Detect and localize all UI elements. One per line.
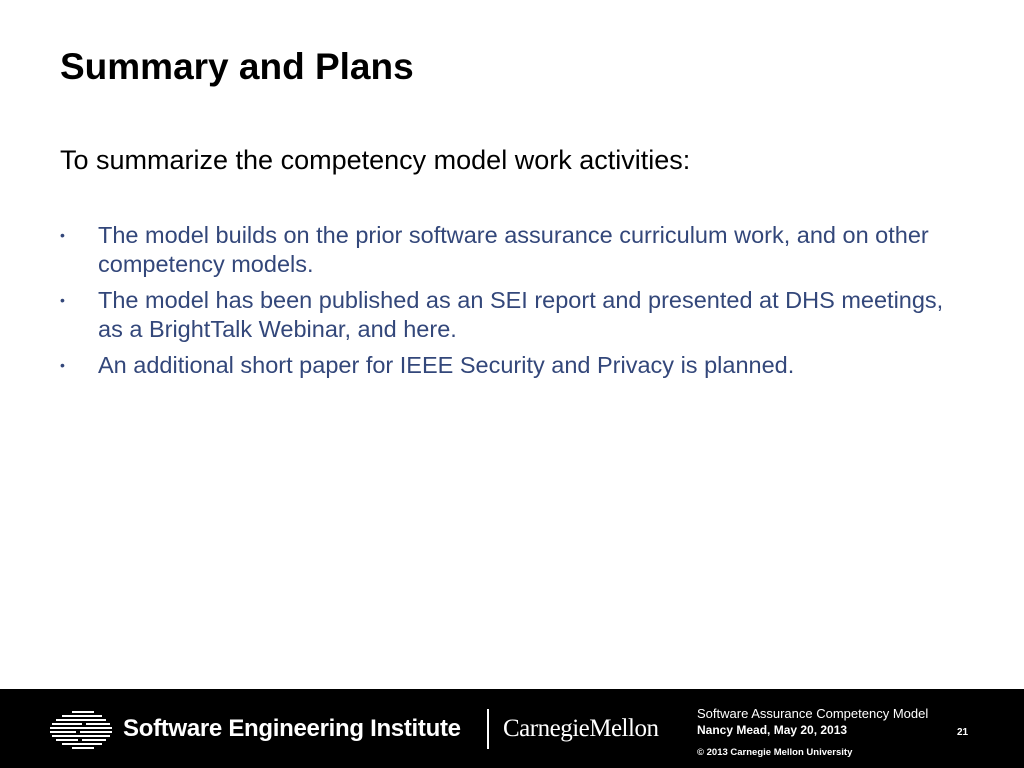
slide-intro: To summarize the competency model work activities: <box>60 145 691 175</box>
bullet-item <box>60 221 960 279</box>
bullet-icon: • <box>60 227 65 243</box>
author-date: Nancy Mead, May 20, 2013 <box>697 723 848 737</box>
bullet-icon: • <box>60 357 65 373</box>
sei-org-name: Software Engineering Institute <box>123 715 461 742</box>
sei-globe-logo-icon <box>50 711 114 749</box>
bullet-text: The model has been published as an SEI report and presented at DHS meetings, as a BrightTalk Webinar, and here. <box>98 287 944 342</box>
cmu-wordmark: CarnegieMellon <box>503 715 659 742</box>
footer-info <box>697 706 928 758</box>
slide-footer <box>0 689 1024 768</box>
bullet-list <box>60 221 960 387</box>
slide-title: Summary and Plans <box>60 46 414 87</box>
bullet-text: An additional short paper for IEEE Security and Privacy is planned. <box>98 352 795 378</box>
page-number: 21 <box>957 727 969 738</box>
bullet-icon: • <box>60 292 65 308</box>
bullet-text: The model builds on the prior software assurance curriculum work, and on other competency models. <box>98 222 929 277</box>
bullet-item <box>60 286 960 344</box>
bullet-item <box>60 351 960 380</box>
copyright-notice: © 2013 Carnegie Mellon University <box>697 747 853 758</box>
footer-divider <box>487 709 489 749</box>
presentation-title: Software Assurance Competency Model <box>697 706 929 721</box>
